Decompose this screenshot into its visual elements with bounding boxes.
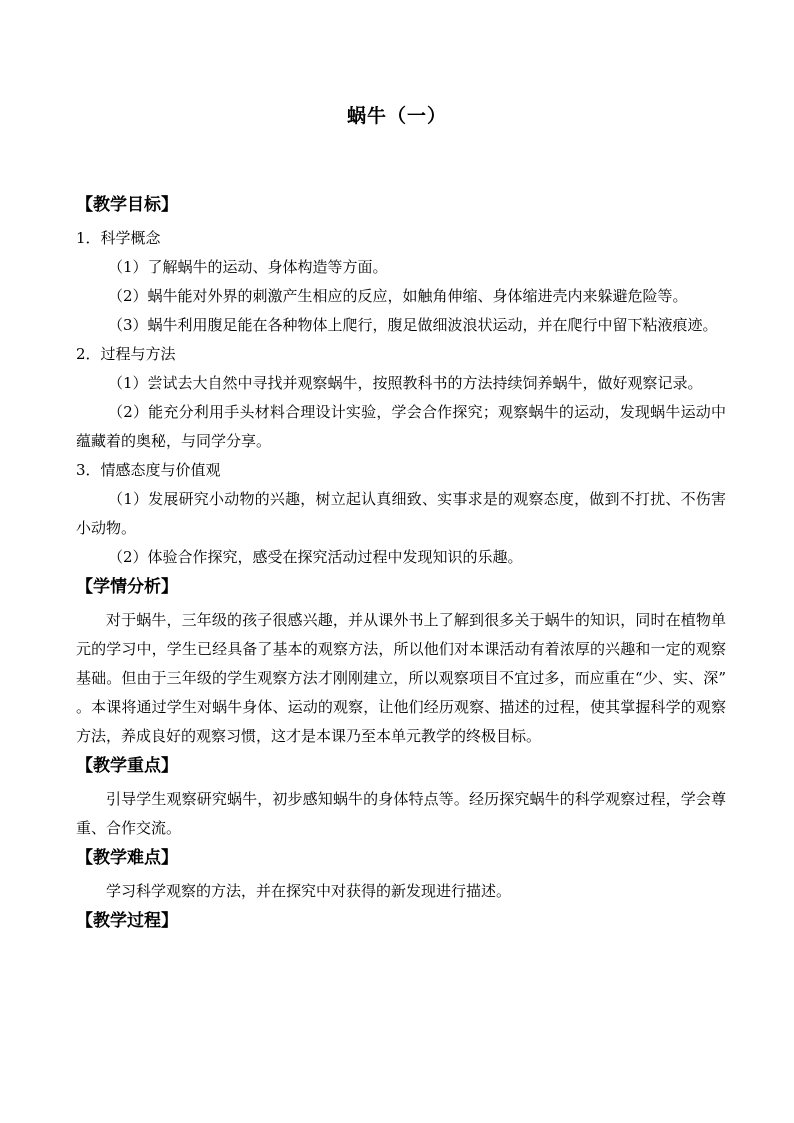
goals-item1-point-1: （1）了解蜗牛的运动、身体构造等方面。 (108, 258, 388, 276)
analysis-heading: 【学情分析】 (76, 577, 178, 597)
goals-item2-point-1: （1）尝试去大自然中寻找并观察蜗牛，按照教科书的方法持续饲养蜗牛，做好观察记录。 (108, 374, 703, 392)
goals-item2-label: 2．过程与方法 (76, 345, 176, 363)
goals-item3-point-2: （2）体验合作探究，感受在探究活动过程中发现知识的乐趣。 (108, 548, 523, 566)
difficulties-heading: 【教学难点】 (76, 848, 178, 868)
document-body (76, 190, 726, 936)
document-title: 蜗牛（一） (346, 105, 447, 127)
goals-item1-label: 1．科学概念 (76, 229, 161, 247)
key-points-text: 引导学生观察研究蜗牛，初步感知蜗牛的身体特点等。经历探究蜗牛的科学观察过程，学会尊重、合作交流。 (76, 790, 726, 837)
goals-item1-point-3: （3）蜗牛利用腹足能在各种物体上爬行，腹足做细波浪状运动，并在爬行中留下粘液痕迹。 (108, 316, 718, 334)
difficulties-text: 学习科学观察的方法，并在探究中对获得的新发现进行描述。 (106, 882, 512, 900)
goals-heading: 【教学目标】 (76, 195, 178, 215)
goals-item2-point-2: （2）能充分利用手头材料合理设计实验，学会合作探究；观察蜗牛的运动，发现蜗牛运动中蕴藏着的奥秘，与同学分享。 (76, 403, 726, 450)
process-heading: 【教学过程】 (76, 911, 178, 931)
key-points-heading: 【教学重点】 (76, 756, 178, 776)
goals-item3-point-1: （1）发展研究小动物的兴趣，树立起认真细致、实事求是的观察态度，做到不打扰、不伤害小动物。 (76, 490, 726, 537)
goals-item1-point-2: （2）蜗牛能对外界的刺激产生相应的反应，如触角伸缩、身体缩进壳内来躲避危险等。 (108, 287, 688, 305)
analysis-text: 对于蜗牛，三年级的孩子很感兴趣，并从课外书上了解到很多关于蜗牛的知识，同时在植物单元的学习中，学生已经具备了基本的观察方法，所以他们对本课活动有着浓厚的兴趣和一定的观察基础。但由于三年级的学生观察方法才刚刚建立，所以观察项目不宜过多，而应重在“少、实、深” 。本课将通过学生对蜗牛身体、运动的观察，让他们经历观察、描述的过程，使其掌握科学的观察方法，养成良好的观察习惯，这才是本课乃至本单元教学的终极目标。 (76, 611, 726, 745)
goals-item3-label: 3．情感态度与价值观 (76, 461, 221, 479)
